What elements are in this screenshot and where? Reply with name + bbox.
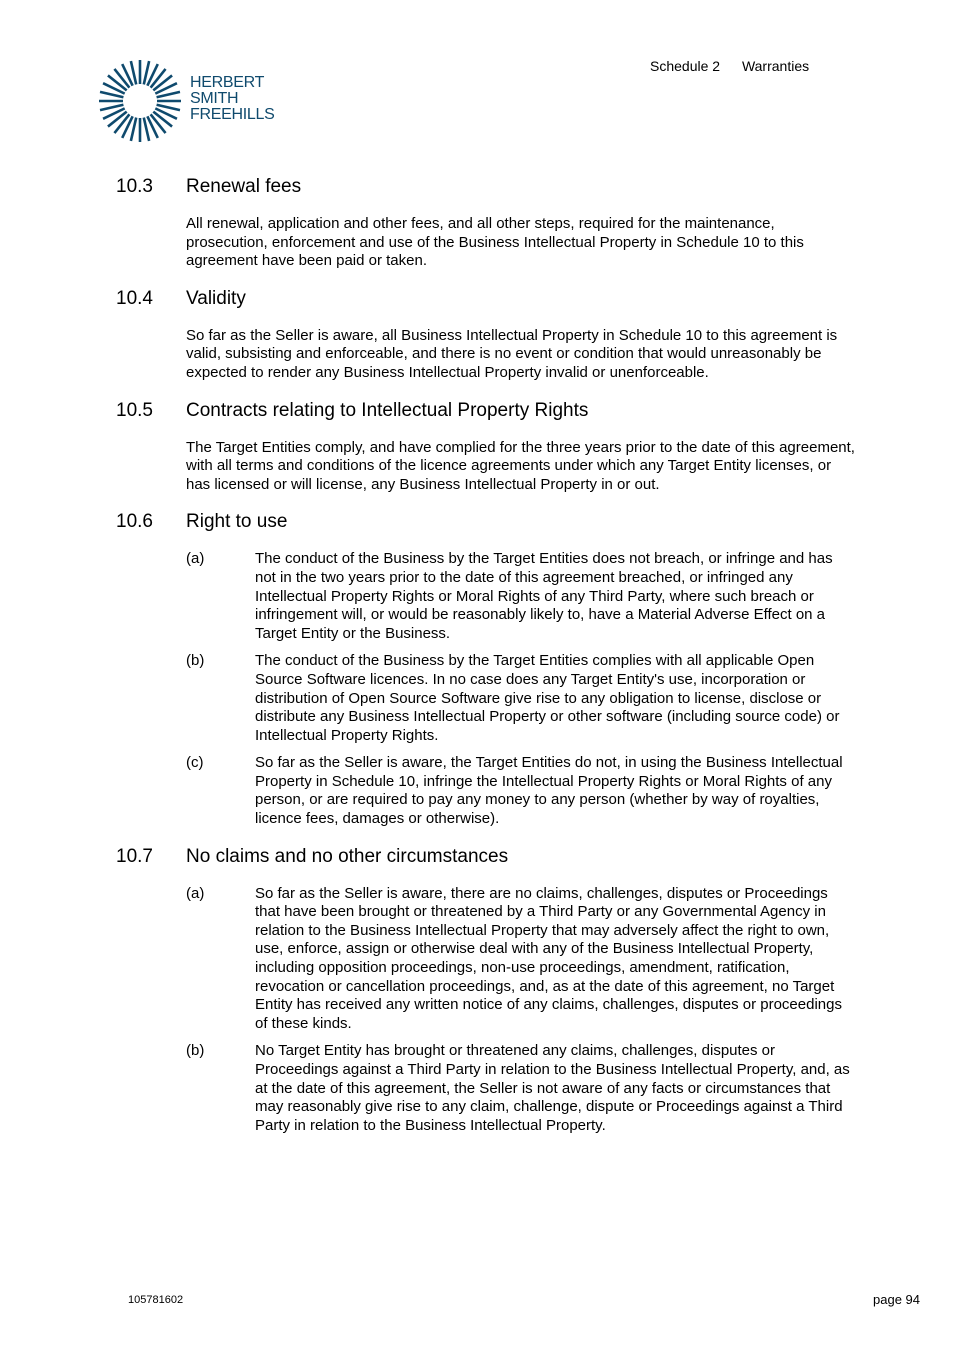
section-heading (116, 400, 856, 422)
section-heading (116, 176, 856, 198)
section-heading (116, 288, 856, 310)
logo-text (190, 75, 274, 123)
section-title: No claims and no other circumstances (186, 845, 509, 867)
item-text: The conduct of the Business by the Target Entities does not breach, or infringe and has not in the two years prior to the date of this agreement breached, or infringed any Intellectual Property Rights or Moral Rights of any Third Party, where such breach or infringement will, or would be reasonably likely to, have a Material Adverse Effect on a Target Entity or the Business. (255, 550, 833, 642)
item-text: No Target Entity has brought or threatened any claims, challenges, disputes or Proceedings against a Third Party in relation to the Business Intellectual Property, and, as at the date of this agreement, the Seller is not aware of any facts or circumstances that may reasonably give rise to any claim, challenge, dispute or Proceedings against a Third Party in relation to the Business Intellectual Property. (255, 1042, 850, 1134)
schedule-title: Warranties (741, 58, 810, 74)
section-number: 10.5 (116, 399, 153, 421)
list-item (186, 652, 856, 745)
section-paragraph: So far as the Seller is aware, all Business Intellectual Property in Schedule 10 to this agreement is valid, subsisting and enforceable, and there is no event or condition that would unreasonably be expected to render any Business Intellectual Property invalid or unenforceable. (186, 326, 838, 381)
section-paragraph: The Target Entities comply, and have complied for the three years prior to the date of this agreement, with all terms and conditions of the licence agreements under which any Target Entity licenses, or has licensed or will license, any Business Intellectual Property in or out. (186, 438, 855, 493)
item-text: The conduct of the Business by the Target Entities complies with all applicable Open Source Software licences. In no case does any Target Entity's use, incorporation or distribution of Open Source Software give rise to any obligation to license, disclose or distribute any Business Intellectual Property or other software (including source code) or Intellectual Property Rights. (255, 652, 840, 744)
section-title: Validity (186, 287, 246, 309)
schedule-label: Schedule 2 (650, 58, 721, 74)
section-10-5 (116, 400, 856, 495)
section-10-4 (116, 288, 856, 383)
list-item (186, 1042, 856, 1135)
section-10-7 (116, 846, 856, 1136)
section-heading (116, 846, 856, 868)
item-label: (a) (186, 550, 205, 568)
logo-line: FREEHILLS (190, 106, 275, 123)
section-number: 10.4 (116, 287, 153, 309)
logo-line: HERBERT (190, 74, 265, 91)
item-label: (c) (186, 754, 204, 772)
section-title: Renewal fees (186, 176, 302, 197)
item-text: So far as the Seller is aware, there are no claims, challenges, disputes or Proceedings that have been brought or threatened by a Third Party or any Governmental Agency in relation to the Business Intellectual Property that may adversely affect the right to own, use, enforce, assign or otherwise deal with any of the Business Intellectual Property, including opposition proceedings, non-use proceedings, amendment, ratification, revocation or cancellation proceedings, and, as at the date of this agreement, no Target Entity has received any written notice of any claims, challenges, disputes or proceedings of these kinds. (255, 884, 842, 1032)
item-text: So far as the Seller is aware, the Target Entities do not, in using the Business Intellectual Property in Schedule 10, infringe the Intellectual Property Rights or Moral Rights of any person, or are required to pay any money to any person (whether by way of royalties, licence fees, damages or otherwise). (255, 754, 843, 828)
section-number: 10.6 (116, 511, 153, 533)
herbert-smith-freehills-logo (98, 59, 288, 143)
page-number: page 94 (873, 1292, 920, 1307)
list-item (186, 754, 856, 828)
section-10-3 (116, 176, 856, 271)
item-label: (b) (186, 652, 205, 670)
document-id: 105781602 (128, 1294, 184, 1306)
running-header (650, 58, 827, 74)
document-body (116, 176, 856, 1152)
sunburst-logo-icon (98, 59, 182, 143)
list-item (186, 550, 856, 643)
section-10-6 (116, 511, 856, 828)
item-label: (b) (186, 1042, 205, 1060)
list-item (186, 885, 856, 1034)
logo-line: SMITH (190, 90, 239, 107)
section-title: Right to use (186, 511, 288, 533)
section-paragraph: All renewal, application and other fees, and all other steps, required for the maintenance, prosecution, enforcement and use of the Business Intellectual Property in Schedule 10 to this agreement have been paid or taken. (186, 215, 804, 270)
section-title: Contracts relating to Intellectual Property Rights (186, 399, 589, 421)
section-number: 10.7 (116, 845, 153, 867)
section-heading (116, 511, 856, 533)
item-label: (a) (186, 884, 205, 902)
section-number: 10.3 (116, 176, 153, 197)
